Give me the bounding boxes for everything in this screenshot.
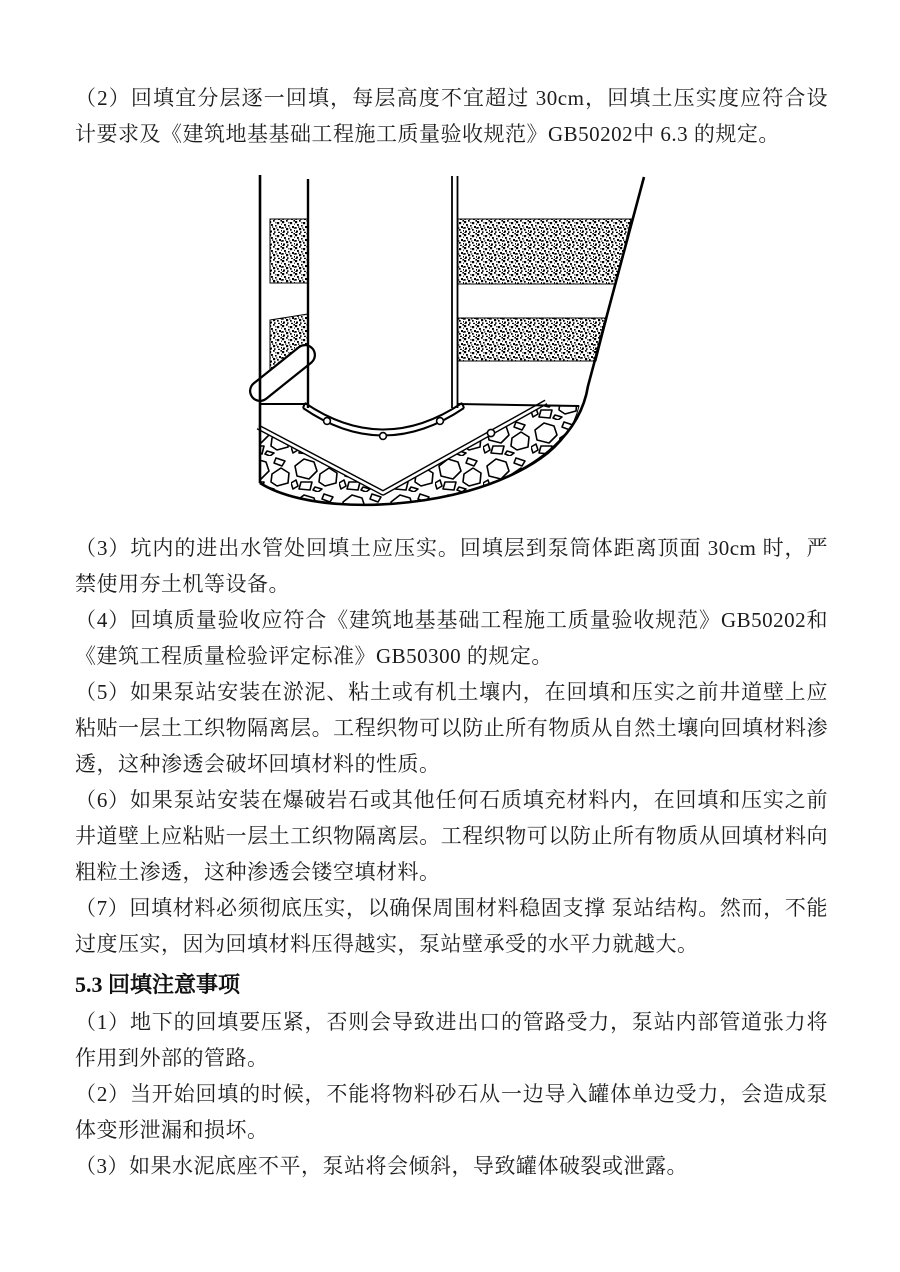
- ground-level-line-right: [458, 404, 579, 406]
- backfill-band-left-top: [270, 219, 308, 283]
- paragraph-2: （2）回填宜分层逐一回填，每层高度不宜超过 30cm，回填土压实度应符合设计要求及《建筑地基基础工程施工质量验收规范》GB50202中 6.3 的规定。: [75, 86, 828, 146]
- paragraph-6: （6）如果泵站安装在爆破岩石或其他任何石质填充材料内，在回填和压实之前井道壁上应粘贴一层土工织物隔离层。工程织物可以防止所有物质从回填材料向粗粒土渗透，这种渗透会镂空填材料。: [75, 788, 828, 884]
- paragraph-7: （7）回填材料必须彻底压实，以确保周围材料稳固支撑 泵站结构。然而，不能过度压实，因为回填材料压得越实，泵站壁承受的水平力就越大。: [75, 896, 828, 956]
- note-2: （2）当开始回填的时候，不能将物料砂石从一边导入罐体单边受力，会造成泵体变形泄漏和损坏。: [75, 1082, 828, 1142]
- anchor-bolt: [324, 418, 331, 425]
- compacted-backfill-band-group: [270, 219, 631, 375]
- paragraph-4: （4）回填质量验收应符合《建筑地基基础工程施工质量验收规范》GB50202和《建筑工程质量检验评定标准》GB50300 的规定。: [75, 608, 828, 668]
- document-content: [75, 80, 828, 1184]
- paragraph-5: （5）如果泵站安装在淤泥、粘土或有机土壤内，在回填和压实之前井道壁上应粘贴一层土工织物隔离层。工程织物可以防止所有物质从自然土壤向回填材料渗透，这种渗透会破坏回填材料的性质。: [75, 680, 828, 776]
- inlet-pipe: [260, 355, 305, 391]
- anchor-bolt: [380, 433, 387, 440]
- backfill-band-right-top: [458, 219, 631, 284]
- anchor-bolt: [437, 418, 444, 425]
- note-1: （1）地下的回填要压紧，否则会导致进出口的管路受力，泵站内部管道张力将作用到外部的管路。: [75, 1010, 828, 1070]
- paragraph-3: （3）坑内的进出水管处回填土应压实。回填层到泵筒体距离顶面 30cm 时，严禁使用夯土机等设备。: [75, 536, 828, 596]
- anchor-bolt: [487, 429, 494, 436]
- backfill-cross-section-figure: [243, 168, 663, 516]
- section-heading-5-3: 5.3 回填注意事项: [75, 972, 241, 997]
- tank-dished-bottom: [303, 403, 464, 439]
- backfill-diagram-svg: [243, 168, 663, 516]
- backfill-band-right-lower: [458, 318, 607, 361]
- note-3: （3）如果水泥底座不平，泵站将会倾斜，导致罐体破裂或泄露。: [75, 1154, 688, 1178]
